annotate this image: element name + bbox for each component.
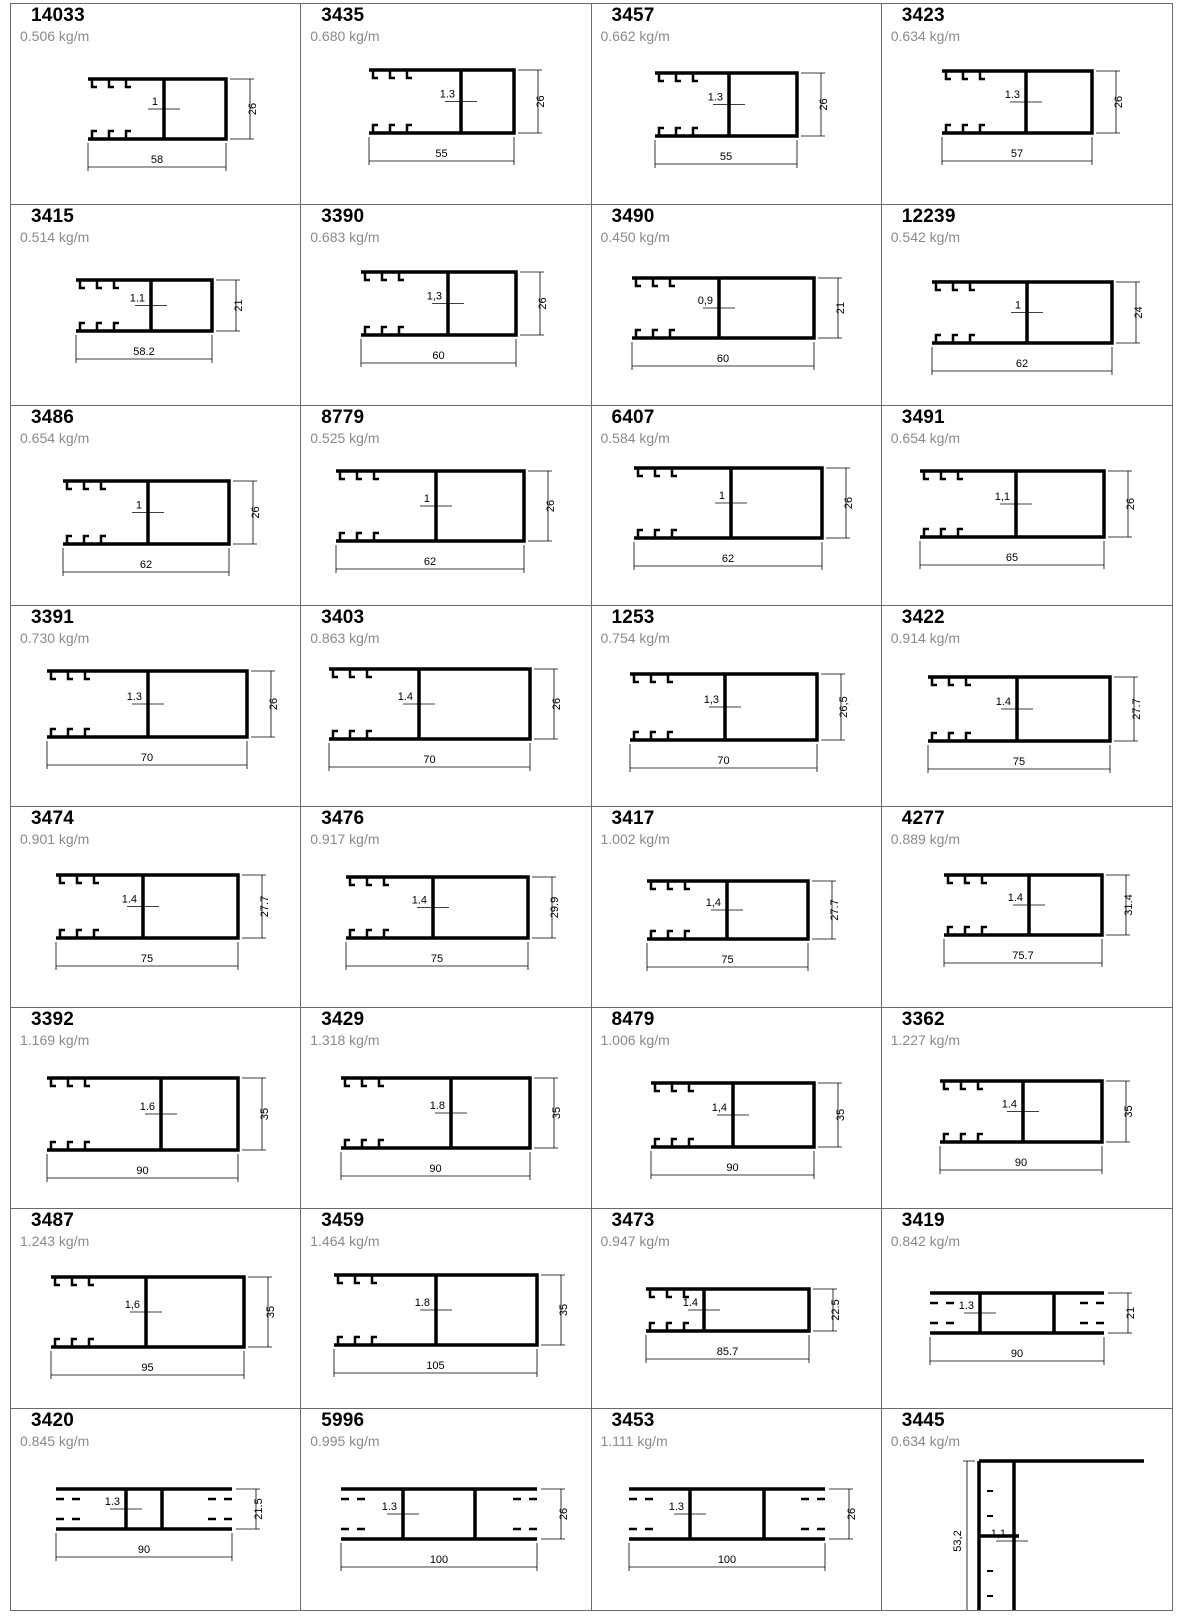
profile-drawing [301, 406, 591, 607]
wall-thickness-label: 1.4 [682, 1296, 698, 1309]
profile-hook [55, 1277, 94, 1347]
profile-section [341, 1489, 537, 1539]
width-label: 70 [423, 754, 436, 767]
profile-weight: 0.683 kg/m [310, 228, 380, 245]
height-label: 26,5 [837, 696, 850, 718]
width-label: 90 [429, 1162, 442, 1175]
profile-drawing [301, 807, 591, 1008]
height-label: 26 [545, 499, 558, 512]
profile-weight: 0.506 kg/m [20, 28, 90, 44]
profile-card [592, 1409, 882, 1610]
wall-thickness-label: 1 [151, 96, 158, 108]
profile-card [592, 406, 882, 607]
profile-weight: 0.901 kg/m [20, 831, 90, 847]
profile-card [11, 1008, 301, 1209]
width-label: 60 [716, 352, 729, 365]
wall-thickness-label: 1 [718, 489, 725, 502]
profile-code: 3362 [901, 1008, 945, 1030]
profile-hook [338, 1275, 377, 1345]
profile-card [882, 1008, 1172, 1209]
profile-hook [80, 280, 119, 331]
profile-weight: 0.525 kg/m [310, 429, 380, 446]
width-label: 75 [140, 953, 154, 965]
profile-drawing [592, 1209, 882, 1410]
width-label: 57 [1010, 148, 1023, 160]
profile-code: 3435 [321, 5, 365, 26]
height-label: 26 [247, 102, 259, 116]
width-label: 90 [137, 1544, 151, 1557]
profile-weight: 1.111 kg/m [600, 1433, 668, 1450]
width-label: 70 [716, 755, 730, 768]
width-label: 75.7 [1012, 950, 1034, 962]
profile-hook [340, 471, 379, 541]
width-label: 100 [717, 1554, 736, 1567]
height-label: 26 [1124, 497, 1137, 510]
dimension-lines [920, 471, 1132, 569]
profile-hook [932, 677, 971, 741]
profile-weight: 0.863 kg/m [310, 630, 380, 647]
profile-code: 3473 [611, 1209, 655, 1231]
profile-card [11, 606, 301, 807]
height-label: 35 [259, 1107, 271, 1120]
dimension-lines [655, 73, 825, 168]
profile-outline [646, 1289, 809, 1331]
profile-code: 3422 [901, 607, 945, 629]
profile-card [882, 406, 1172, 607]
profile-code: 1253 [611, 607, 655, 629]
dimension-lines [632, 278, 842, 370]
height-label: 21 [233, 299, 245, 312]
profile-weight: 0.917 kg/m [310, 831, 380, 847]
dimension-lines [369, 70, 542, 165]
wall-thickness-label: 1.4 [1001, 1098, 1017, 1111]
wall-thickness-label: 1.3 [104, 1496, 120, 1509]
profile-code: 3445 [901, 1410, 945, 1432]
width-label: 90 [1010, 1347, 1023, 1360]
height-label: 27.7 [828, 899, 841, 921]
profile-section [930, 1293, 1104, 1333]
height-label: 26 [551, 698, 564, 711]
profile-drawing [11, 807, 301, 1008]
profile-hook [655, 1083, 694, 1147]
profile-card [301, 1409, 591, 1610]
height-label: 27.7 [259, 895, 271, 918]
height-label: 24 [1132, 306, 1145, 319]
profile-weight: 0.947 kg/m [600, 1232, 670, 1249]
profile-drawing [11, 1008, 301, 1209]
profile-code: 3420 [31, 1410, 75, 1432]
height-label: 26 [558, 1508, 571, 1521]
profile-card [882, 205, 1172, 406]
profile-weight: 0.654 kg/m [20, 429, 90, 446]
profile-drawing [11, 205, 301, 406]
height-label: 26 [817, 98, 830, 111]
wall-thickness-label: 1.3 [381, 1501, 398, 1514]
width-label: 90 [136, 1164, 149, 1177]
profile-weight: 0.914 kg/m [890, 630, 961, 647]
profile-code: 8779 [321, 406, 365, 428]
height-label: 26 [842, 496, 855, 509]
profile-drawing [592, 1409, 882, 1610]
profile-hook [634, 674, 673, 740]
height-label: 21.5 [253, 1498, 265, 1520]
profile-weight: 0.754 kg/m [600, 630, 670, 647]
profile-weight: 1.002 kg/m [600, 831, 670, 847]
wall-thickness-label: 1,1 [990, 1528, 1006, 1541]
width-label: 55 [719, 151, 732, 163]
profile-hook [56, 1499, 232, 1519]
dimension-lines [56, 875, 266, 970]
profile-hook [944, 1081, 983, 1142]
wall-thickness-label: 1.4 [397, 691, 414, 704]
profile-weight: 0.542 kg/m [890, 228, 961, 245]
profile-drawing [301, 1008, 591, 1209]
profile-card [882, 606, 1172, 807]
profile-drawing [592, 807, 882, 1008]
profile-hook [638, 468, 677, 538]
profile-card [592, 1209, 882, 1410]
width-label: 60 [432, 349, 445, 362]
height-label: 35 [265, 1305, 277, 1318]
profile-code: 3390 [321, 205, 365, 227]
wall-thickness-label: 1.3 [707, 91, 723, 104]
height-label: 21 [834, 301, 847, 314]
wall-thickness-label: 1.3 [668, 1501, 684, 1514]
height-label: 27.7 [1130, 698, 1143, 720]
dimension-lines [928, 677, 1138, 773]
profile-code: 3417 [611, 808, 655, 829]
profile-weight: 0.450 kg/m [600, 228, 670, 245]
wall-thickness-label: 1,4 [711, 1101, 727, 1114]
profile-hook [651, 881, 690, 939]
profile-drawing [592, 1008, 882, 1209]
profile-hook [51, 1078, 90, 1150]
profile-drawing [592, 205, 882, 406]
profile-code: 3490 [611, 205, 655, 227]
wall-thickness-label: 1.4 [411, 894, 428, 907]
profile-card [11, 205, 301, 406]
profile-card [301, 606, 591, 807]
profile-hook [60, 875, 99, 938]
profile-hook [67, 481, 106, 544]
profile-card [882, 807, 1172, 1008]
profile-card [11, 4, 301, 205]
profile-card [301, 1209, 591, 1410]
height-label: 26 [537, 297, 550, 310]
profile-code: 3391 [31, 607, 75, 629]
profile-weight: 0.514 kg/m [20, 228, 90, 245]
height-label: 26 [250, 505, 262, 519]
profile-code: 14033 [31, 5, 85, 26]
profile-code: 6407 [611, 406, 655, 428]
wall-thickness-label: 1,3 [703, 694, 719, 707]
profile-code: 3453 [611, 1410, 655, 1432]
profile-card [882, 1209, 1172, 1410]
profile-weight: 0.680 kg/m [310, 28, 380, 44]
profile-catalog [10, 3, 1173, 1611]
height-label: 35 [551, 1106, 564, 1119]
profile-code: 3457 [611, 5, 655, 26]
wall-thickness-label: 1,4 [705, 897, 721, 909]
dimension-lines [634, 468, 850, 570]
profile-drawing [882, 4, 1172, 205]
wall-thickness-label: 1.8 [414, 1296, 431, 1309]
profile-code: 8479 [611, 1008, 655, 1030]
profile-code: 12239 [901, 205, 956, 227]
profile-drawing [301, 1209, 591, 1410]
profile-card [11, 807, 301, 1008]
profile-drawing [592, 406, 882, 607]
profile-card [592, 807, 882, 1008]
profile-card [301, 205, 591, 406]
profile-hook [650, 1289, 689, 1331]
profile-card [882, 4, 1172, 205]
profile-card [301, 406, 591, 607]
profile-code: 3486 [31, 406, 75, 428]
wall-thickness-label: 1.4 [121, 893, 137, 906]
profile-code: 3415 [31, 205, 75, 227]
profile-drawing [11, 4, 301, 205]
profile-drawing [882, 1409, 1172, 1610]
profile-outline [930, 1293, 1104, 1333]
width-label: 58 [150, 154, 164, 166]
wall-thickness-label: 1,1 [994, 490, 1010, 503]
profile-hook [636, 278, 675, 338]
profile-outline [47, 1078, 238, 1150]
wall-thickness-label: 1,3 [426, 290, 443, 303]
profile-hook [948, 875, 987, 935]
profile-weight: 0.662 kg/m [600, 28, 670, 44]
profile-drawing [882, 406, 1172, 607]
width-label: 75 [431, 953, 444, 965]
profile-drawing [592, 4, 882, 205]
wall-thickness-label: 1.1 [129, 292, 145, 305]
profile-weight: 1.169 kg/m [20, 1031, 90, 1048]
dimension-lines [51, 1277, 272, 1379]
wall-thickness-label: 1 [135, 499, 142, 511]
profile-drawing [882, 1209, 1172, 1410]
wall-thickness-label: 1,6 [124, 1298, 140, 1311]
profile-card [882, 1409, 1172, 1610]
profile-section [646, 1289, 809, 1331]
width-label: 90 [1014, 1156, 1027, 1169]
profile-drawing [882, 807, 1172, 1008]
profile-drawing [882, 1008, 1172, 1209]
profile-section [56, 1489, 232, 1529]
profile-hook [341, 1499, 537, 1529]
profile-weight: 0.995 kg/m [310, 1433, 380, 1450]
profile-drawing [11, 606, 301, 807]
profile-card [301, 4, 591, 205]
wall-thickness-label: 1.4 [995, 696, 1011, 709]
profile-card [592, 4, 882, 205]
profile-drawing [301, 606, 591, 807]
profile-weight: 1.318 kg/m [310, 1031, 380, 1048]
width-label: 75 [1012, 756, 1025, 769]
profile-card [592, 1008, 882, 1209]
profile-outline [341, 1489, 537, 1539]
wall-thickness-label: 1.3 [126, 691, 142, 704]
profile-section [47, 1078, 238, 1150]
height-label: 35 [558, 1303, 571, 1316]
wall-thickness-label: 1.3 [1004, 89, 1020, 101]
height-dimension-line [963, 1461, 975, 1610]
wall-thickness-label: 0,9 [697, 294, 713, 307]
profile-weight: 0.654 kg/m [890, 429, 961, 446]
profile-weight: 1.006 kg/m [600, 1031, 670, 1048]
profile-drawing [882, 606, 1172, 807]
profile-section [369, 70, 514, 133]
height-label: 26 [268, 698, 280, 711]
height-label: 26 [535, 95, 548, 108]
width-label: 105 [426, 1359, 445, 1372]
profile-weight: 0.842 kg/m [890, 1232, 961, 1249]
width-label: 62 [721, 552, 734, 565]
profile-hook [946, 71, 985, 133]
profile-weight: 1.227 kg/m [890, 1031, 961, 1048]
height-label: 26 [845, 1508, 858, 1521]
profile-outline [369, 70, 514, 133]
dimension-lines [932, 282, 1140, 375]
profile-hook [629, 1499, 825, 1529]
profile-outline [629, 1489, 825, 1539]
profile-code: 3423 [901, 5, 945, 26]
width-label: 62 [139, 558, 153, 571]
profile-code: 3429 [321, 1008, 365, 1030]
width-label: 65 [1005, 551, 1018, 564]
profile-drawing [301, 4, 591, 205]
profile-outline [56, 1489, 232, 1529]
height-label: 35 [1122, 1105, 1135, 1118]
width-label: 62 [424, 555, 437, 568]
width-label: 55 [435, 148, 448, 160]
profile-hook [365, 272, 404, 335]
profile-hook [333, 669, 372, 739]
profile-code: 3487 [31, 1209, 75, 1231]
height-label: 22.5 [829, 1298, 842, 1321]
profile-weight: 0.889 kg/m [890, 831, 961, 847]
profile-hook [987, 1491, 993, 1596]
profile-weight: 1.243 kg/m [20, 1232, 90, 1249]
profile-code: 3474 [31, 808, 75, 829]
wall-thickness-label: 1.8 [429, 1099, 446, 1112]
profile-code: 3419 [901, 1209, 945, 1231]
wall-thickness-label: 1.4 [1007, 892, 1023, 904]
profile-hook [345, 1078, 384, 1148]
width-label: 75 [720, 954, 734, 966]
height-label: 35 [834, 1108, 847, 1121]
height-label: 21 [1124, 1306, 1137, 1319]
profile-hook [51, 671, 90, 737]
profile-code: 4277 [901, 808, 945, 829]
profile-hook [930, 1303, 1104, 1323]
profile-drawing [11, 1209, 301, 1410]
width-label: 58.2 [133, 345, 155, 358]
profile-drawing [592, 606, 882, 807]
profile-hook [659, 73, 698, 136]
dimension-lines [630, 674, 845, 772]
profile-card [592, 606, 882, 807]
profile-card [11, 1209, 301, 1410]
width-label: 85.7 [716, 1345, 738, 1358]
dimension-lines [329, 669, 558, 771]
profile-drawing [882, 205, 1172, 406]
profile-hook [924, 471, 963, 537]
profile-weight: 0.634 kg/m [890, 28, 961, 44]
dimension-lines [47, 671, 275, 769]
profile-weight: 0.845 kg/m [20, 1433, 90, 1450]
profile-hook [350, 877, 389, 938]
wall-thickness-label: 1.6 [139, 1100, 155, 1113]
dimension-lines [336, 471, 552, 573]
profile-card [301, 1008, 591, 1209]
profile-code: 3403 [321, 607, 365, 629]
wall-thickness-label: 1 [424, 492, 431, 505]
profile-weight: 0.730 kg/m [20, 630, 90, 647]
profile-drawing [301, 205, 591, 406]
profile-hook [936, 282, 975, 343]
wall-thickness-label: 1.3 [439, 88, 456, 101]
dimension-lines [76, 280, 240, 363]
dimension-lines [346, 877, 556, 970]
profile-card [301, 807, 591, 1008]
profile-weight: 1.464 kg/m [310, 1232, 380, 1249]
dimension-lines [334, 1275, 565, 1377]
profile-section [629, 1489, 825, 1539]
wall-thickness-label: 1.3 [958, 1299, 974, 1312]
profile-card [11, 1409, 301, 1610]
width-label: 90 [725, 1161, 739, 1174]
profile-card [11, 406, 301, 607]
profile-drawing [11, 406, 301, 607]
width-label: 62 [1015, 357, 1028, 370]
profile-code: 5996 [321, 1410, 365, 1432]
profile-hook [92, 79, 131, 139]
height-label: 26 [1112, 95, 1125, 109]
profile-card [592, 205, 882, 406]
profile-code: 3392 [31, 1008, 75, 1030]
dimension-lines [47, 1078, 266, 1182]
height-label: 31.4 [1122, 894, 1135, 916]
wall-thickness-label: 1 [1014, 299, 1021, 312]
height-label: 29.9 [549, 896, 562, 919]
profile-weight: 0.584 kg/m [600, 429, 670, 446]
profile-drawing [11, 1409, 301, 1610]
profile-drawing [301, 1409, 591, 1610]
width-label: 95 [141, 1361, 154, 1374]
width-label: 70 [140, 752, 154, 765]
dimension-lines [88, 79, 254, 171]
profile-code: 3459 [321, 1209, 365, 1231]
profile-code: 3476 [321, 808, 365, 829]
height-label: 53,2 [951, 1530, 964, 1552]
width-label: 100 [430, 1554, 449, 1567]
profile-code: 3491 [901, 406, 945, 428]
profile-hook [373, 70, 412, 133]
profile-weight: 0.634 kg/m [890, 1433, 961, 1450]
